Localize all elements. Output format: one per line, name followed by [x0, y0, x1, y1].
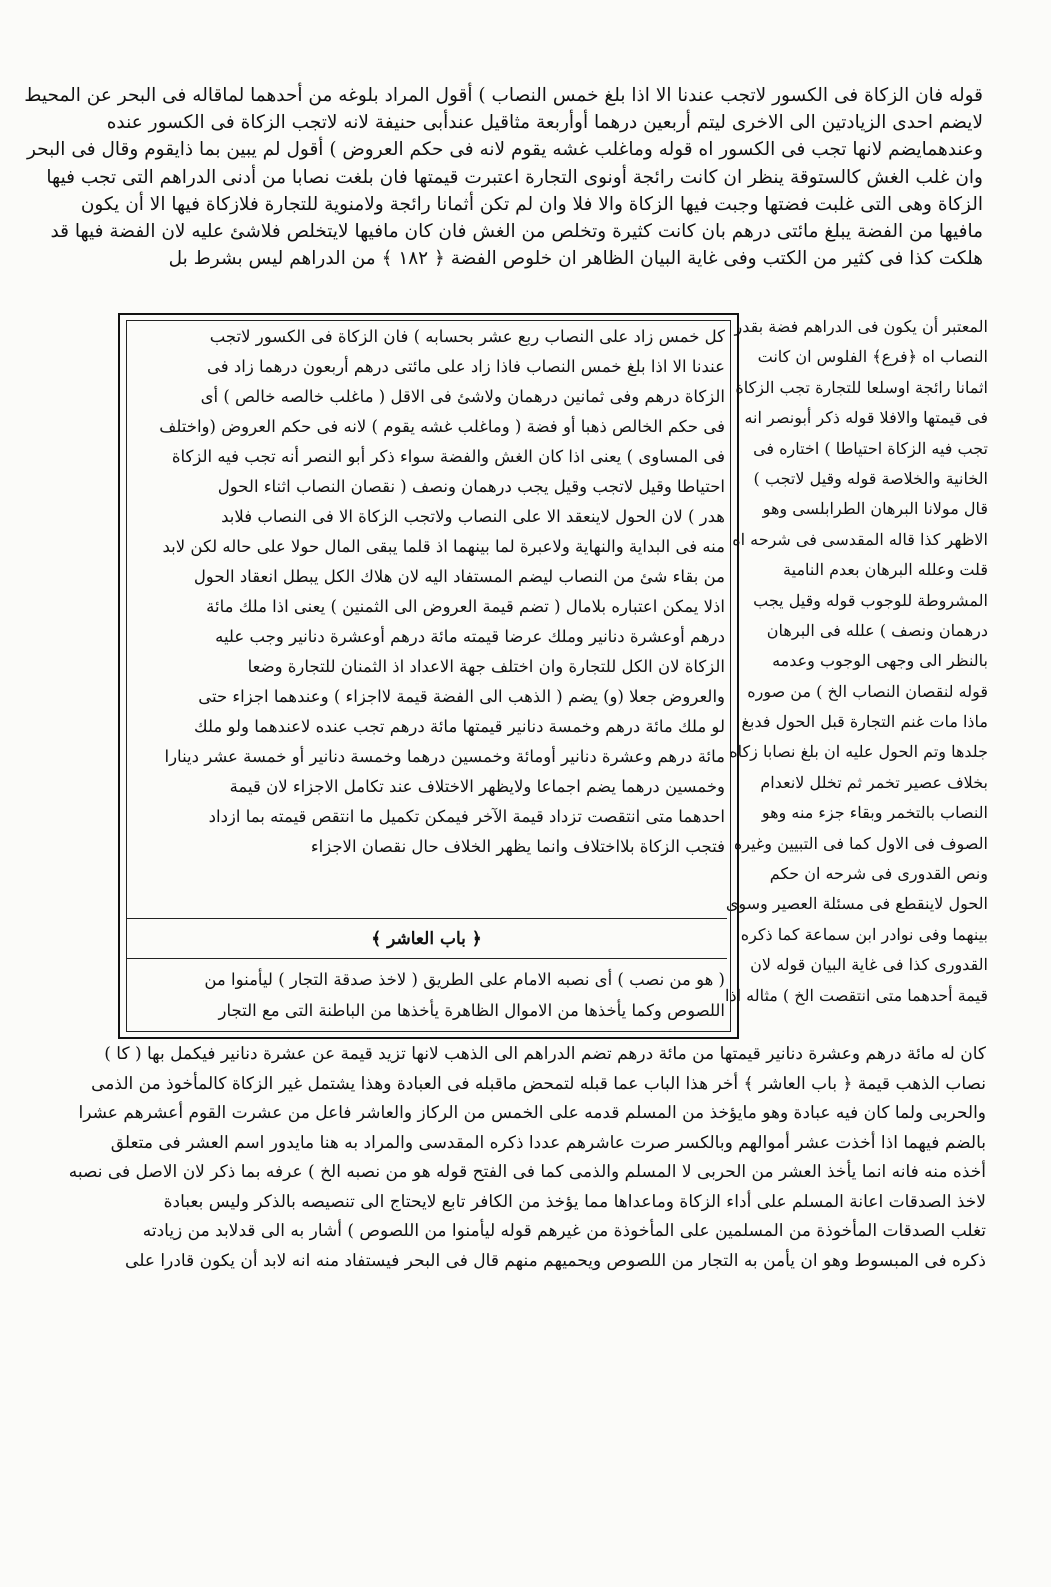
text-line: اللصوص وكما يأخذها من الاموال الظاهرة يأخذها من الباطنة التى مع التجار — [218, 1001, 725, 1020]
text-line: وان غلب الغش كالستوقة ينظر ان كانت رائجة أونوى التجارة اعتبرت قيمتها فان بلغت نصابا من أدنى الدراهم التى تجب فيها — [46, 166, 983, 188]
text-line: فى حكم الخالص ذهبا أو فضة ( وماغلب غشه يقوم ) لانه فى حكم العروض (واختلف — [159, 417, 725, 436]
text-line: كل خمس زاد على النصاب ربع عشر بحسابه ) فان الزكاة فى الكسور لاتجب — [209, 327, 725, 346]
text-line: فى قيمتها والافلا قوله ذكر أبونصر انه — [744, 408, 988, 428]
text-line: الاظهر كذا قاله المقدسى فى شرحه اه — [732, 529, 988, 549]
text-line: فتجب الزكاة بلااختلاف وانما يظهر الخلاف حال نقصان الاجزاء — [310, 837, 725, 856]
text-line: عندنا الا اذا بلغ خمس النصاب فاذا زاد على مائتى درهم أربعون درهما زاد فى — [207, 357, 725, 376]
text-line: وعندهمايضم لانها تجب فى الكسور اه قوله وماغلب غشه يقوم لانه فى حكم العروض ) أقول لم يبين بما ذايقوم وقال فى البحر — [26, 139, 983, 161]
text-line: قوله لنقصان النصاب الخ ) من صوره — [747, 681, 988, 701]
chapter-opening-text — [130, 964, 725, 1026]
text-line: من بقاء شئ من النصاب ليضم المستفاد اليه لان هلاك الكل يبطل انعقاد الحول — [193, 567, 725, 586]
text-line: بينهما وفى نوادر ابن سماعة كما ذكره — [740, 924, 988, 944]
section-rule-top — [126, 918, 727, 919]
text-line: لايضم احدى الزيادتين الى الاخرى ليتم أربعين درهما أوأربعة مثاقيل عندأبى حنيفة لانه لاتجب الزكاة فى الكسور عنده — [106, 112, 983, 134]
text-line: قوله فان الزكاة فى الكسور لاتجب عندنا الا اذا بلغ خمس النصاب ) أقول المراد بلوغه من أحدهما لماقاله فى البحر عن المحيط — [24, 85, 983, 106]
text-line: قلت وعلله البرهان بعدم النامية — [783, 560, 988, 580]
top-commentary — [24, 82, 983, 272]
margin-commentary — [725, 312, 988, 1011]
text-line: درهمان ونصف ) علله فى البرهان — [766, 620, 988, 640]
text-line: الزكاة درهم وفى ثمانين درهمان ولاشئ فى الاقل ( ماغلب خالصه خالص ) أى — [200, 387, 725, 406]
main-text — [130, 322, 725, 862]
text-line: قيمة أحدهما متى انتقصت الخ ) مثاله اذا — [725, 985, 988, 1005]
text-line: احتياطا وقيل لاتجب وقيل يجب درهمان ونصف ( نقصان النصاب اثناء الحول — [217, 477, 725, 496]
text-line: أخذه منه فانه انما يأخذ العشر من الحربى لا المسلم والذمى كما فى الفتح قوله هو من نصبه الخ ) عرفه بما ذكر لان الاصل فى نصبه — [68, 1162, 986, 1182]
text-line: لاخذ الصدقات اعانة المسلم على أداء الزكاة وماعداها مما يؤخذ من الكافر تابع لايحتاج الى تنصيصه بالذكر وليس بعبادة — [163, 1191, 986, 1212]
text-line: وخمسين درهما يضم اجماعا ولايظهر الاختلاف عند تكامل الاجزاء لان قيمة — [229, 777, 725, 796]
text-line: بالضم فيهما اذا أخذت عشر أموالهم وبالكسر صرت عاشرهم عددا ذكره المقدسى والمراد به هنا مايدور اسم العشر فى متعلق — [110, 1132, 986, 1153]
text-line: والحربى ولما كان فيه عبادة وهو مايؤخذ من المسلم قدمه على الخمس من الركاز والعاشر فاعل من عشرت القوم أعشرهم عشرا — [78, 1103, 986, 1123]
text-line: مائة درهم وعشرة دنانير أومائة وخمسين درهما وخمسة دنانير أو خمسة عشر دينارا — [164, 747, 725, 766]
text-line: ونص القدورى فى شرحه ان حكم — [769, 864, 988, 884]
text-line: هلكت كذا فى كثير من الكتب وفى غاية البيان الظاهر ان خلوص الفضة ﴿ ١٨٢ ﴾ من الدراهم ليس بشرط بل — [168, 248, 983, 270]
text-line: الحول لاينقطع فى مسئلة العصير وسوى — [725, 894, 988, 914]
text-line: تجب فيه الزكاة احتياطا ) اختاره فى — [753, 438, 988, 458]
text-line: لو ملك مائة درهم وخمسة دنانير قيمتها مائة درهم تجب عنده لاعندهما ولو ملك — [194, 717, 725, 736]
text-line: النصاب بالتخمر وبقاء جزء منه وهو — [761, 803, 988, 823]
text-line: درهم أوعشرة دنانير وملك عرضا قيمته مائة درهم أوعشرة دنانير وجب عليه — [215, 627, 725, 646]
text-line: كان له مائة درهم وعشرة دنانير قيمتها من مائة درهم تضم الدراهم الى الذهب لانها تزيد قيمة عن عشرة دنانير فيكمل بها ( كا ) — [104, 1044, 986, 1064]
bottom-commentary — [68, 1040, 986, 1276]
text-line: القدورى كذا فى غاية البيان قوله لان — [750, 955, 988, 975]
text-line: منه فى البداية والنهاية ولاعبرة لما بينهما اذ قلما يبقى المال حولا على حاله لكن لابد — [162, 537, 725, 556]
text-line: اثمانا رائجة اوسلعا للتجارة تجب الزكاة — [735, 377, 988, 397]
text-line: هدر ) لان الحول لاينعقد الا على النصاب ولاتجب الزكاة الا فى النصاب فلابد — [221, 507, 725, 526]
text-line: اذلا يمكن اعتباره بلامال ( تضم قيمة العروض الى الثمنين ) يعنى اذا ملك مائة — [206, 597, 725, 616]
text-line: النصاب اه ﴿فرع﴾ الفلوس ان كانت — [757, 347, 988, 367]
text-line: بالنظر الى وجهى الوجوب وعدمه — [772, 651, 988, 671]
text-line: جلدها وتم الحول عليه ان بلغ نصابا زكاه — [729, 742, 988, 762]
text-line: قال مولانا البرهان الطرابلسى وهو — [762, 499, 988, 519]
text-line: نصاب الذهب قيمة ﴿ باب العاشر ﴾ أخر هذا الباب عما قبله لتمحض ماقبله فى العبادة وهذا يشتمل غير الزكاة كالمأخوذ من الذمى — [91, 1073, 986, 1094]
text-line: فى المساوى ) يعنى اذا كان الغش والفضة سواء ذكر أبو النصر أنه تجب فيه الزكاة — [171, 447, 725, 466]
text-line: المعتبر أن يكون فى الدراهم فضة بقدر — [734, 317, 988, 336]
text-line: المشروطة للوجوب قوله وقيل يجب — [753, 590, 988, 610]
text-line: ذكره فى المبسوط وهو ان يأمن به التجار من اللصوص ويحميهم منهم قال فى البحر فيستفاد منه انه لابد أن يكون قادرا على — [125, 1250, 986, 1271]
text-line: تغلب الصدقات المأخوذة من المسلمين على المأخوذة من غيرهم قوله ليأمنوا من اللصوص ) أشار به الى قدلابد من زيادته — [142, 1221, 986, 1241]
text-line: ماذا مات غنم التجارة قبل الحول فدبغ — [741, 712, 988, 732]
text-line: الصوف فى الاول كما فى التبيين وغيره — [733, 833, 988, 853]
text-line: بخلاف عصير تخمر ثم تخلل لانعدام — [760, 772, 988, 792]
text-line: احدهما متى انتقصت تزداد قيمة الآخر فيمكن تكميل ما انتقص قيمته بما ازداد — [208, 807, 725, 826]
section-rule-bottom — [126, 958, 727, 959]
text-line: الخانية والخلاصة قوله وقيل لاتجب ) — [753, 468, 988, 488]
text-line: والعروض جعلا (و) يضم ( الذهب الى الفضة قيمة لااجزاء ) وعندهما اجزاء حتى — [198, 687, 725, 706]
text-line: الزكاة وهى التى غلبت فضتها وجبت فيها الزكاة والا فلا وان لم تكن أثمانا رائجة ولامنوية للتجارة فلازكاة فيها الا أن يكون — [80, 193, 983, 215]
chapter-heading: ﴿ باب العاشر ﴾ — [371, 929, 482, 949]
text-line: مافيها من الفضة يبلغ مائتى درهم بان كانت كثيرة وتخلص من الغش فان كان مافيها لايتخلص فلاشئ عليه لان الفضة فيها قد — [50, 220, 983, 242]
text-line: ( هو من نصب ) أى نصبه الامام على الطريق ( لاخذ صدقة التجار ) ليأمنوا من — [204, 970, 725, 989]
text-line: الزكاة لان الكل للتجارة وان اختلف جهة الاعداد اذ الثمنان للتجارة وضعا — [247, 657, 725, 676]
